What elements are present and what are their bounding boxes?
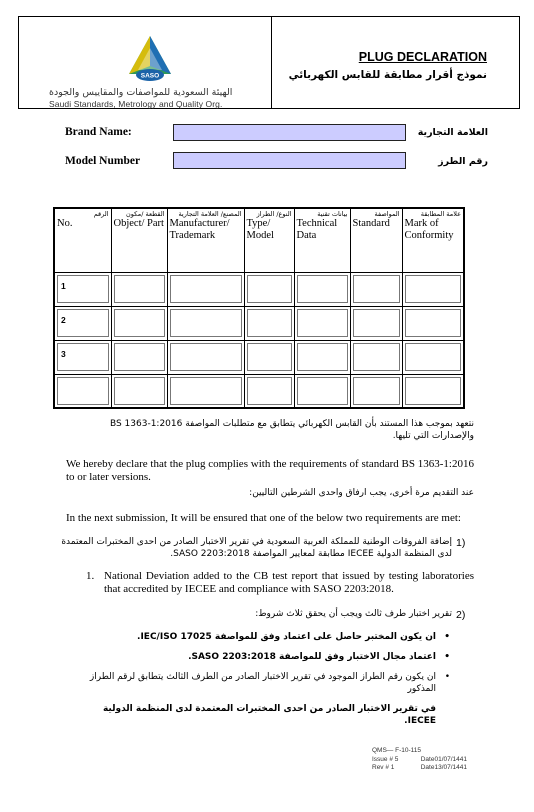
requirement-1-english: National Deviation added to the CB test report that issued by testing laboratories that accredited by IECEE and compliance with SASO 2203:2018. <box>104 570 474 595</box>
logo-text: SASO <box>140 72 160 80</box>
table-row <box>54 340 464 374</box>
header-technical-data: بيانات تقنية Technical Data <box>294 208 350 272</box>
cell-type[interactable] <box>244 272 294 306</box>
table-row <box>54 306 464 340</box>
model-number-label-arabic: رقم الطرز <box>438 156 488 167</box>
cell-object[interactable] <box>111 272 167 306</box>
cell-mark[interactable] <box>402 306 464 340</box>
header-box <box>18 16 520 109</box>
requirement-1-number: 1) <box>456 537 466 549</box>
brand-name-label-arabic: العلامة التجارية <box>417 127 488 138</box>
cell-type[interactable] <box>244 374 294 408</box>
page-title: PLUG DECLARATION <box>358 50 487 64</box>
issue-line <box>372 756 467 765</box>
cell-no <box>54 374 111 408</box>
org-name-english: Saudi Standards, Metrology and Quality Org. <box>49 99 223 109</box>
cell-no: 3 <box>54 340 111 374</box>
saso-logo-icon <box>127 34 173 84</box>
requirement-1-english-number: 1. <box>86 570 95 582</box>
cell-technical[interactable] <box>294 340 350 374</box>
brand-name-field[interactable] <box>173 124 406 141</box>
document-footer <box>372 747 492 773</box>
commitment-arabic <box>60 418 474 442</box>
header-no: الرقم No. <box>54 208 111 272</box>
org-name-arabic: الهيئة السعودية للمواصفات والمقاييس والجودة <box>49 87 233 98</box>
cell-mark[interactable] <box>402 340 464 374</box>
header-mark-of-conformity: علامة المطابقة Mark of Conformity <box>402 208 464 272</box>
cell-object[interactable] <box>111 374 167 408</box>
header-divider <box>271 17 272 108</box>
cell-technical[interactable] <box>294 306 350 340</box>
cell-standard[interactable] <box>350 306 402 340</box>
header-type-model: النوع/ الطراز Type/ Model <box>244 208 294 272</box>
cell-no: 1 <box>54 272 111 306</box>
cell-technical[interactable] <box>294 272 350 306</box>
header-standard: المواصفة Standard <box>350 208 402 272</box>
revision-line <box>372 764 467 773</box>
commitment-english: We hereby declare that the plug complies with the requirements of standard BS 1363-1:2016 to or later versions. <box>66 458 474 483</box>
cell-object[interactable] <box>111 340 167 374</box>
cell-standard[interactable] <box>350 340 402 374</box>
cell-technical[interactable] <box>294 374 350 408</box>
revision-date: Date13/07/1441 <box>420 764 467 771</box>
cell-type[interactable] <box>244 306 294 340</box>
header-object-part: القطعة /مكون Object/ Part <box>111 208 167 272</box>
table-row <box>54 374 464 408</box>
cell-mark[interactable] <box>402 272 464 306</box>
cell-type[interactable] <box>244 340 294 374</box>
table-header-row <box>54 208 464 272</box>
cell-object[interactable] <box>111 306 167 340</box>
requirement-1-arabic <box>60 536 452 560</box>
form-code: QMS— F-10-115 <box>372 747 422 754</box>
condition-bullet-3 <box>80 671 436 727</box>
requirement-2-arabic: تقرير اختبار طرف ثالث ويجب أن يحقق ثلاث شروط: <box>255 609 452 619</box>
revision-number: Rev # 1 <box>372 764 395 771</box>
condition-bullet-3-line2: في تقرير الاختبار الصادر من احدى المختبرات المعتمدة لدى المنظمة الدولية IECEE. <box>102 704 436 726</box>
cell-standard[interactable] <box>350 374 402 408</box>
condition-bullet-1: • ان يكون المختبر حاصل على اعتماد وفق للمواصفة IEC/ISO 17025. <box>80 631 436 643</box>
issue-date: Date01/07/1441 <box>420 755 467 763</box>
condition-bullet-3-line1: • ان يكون رقم الطراز الموجود في تقرير الاختبار الصادر من الطرف الثالث يتطابق لرقم الطراز المذكور <box>89 672 436 694</box>
cell-manufacturer[interactable] <box>167 340 244 374</box>
brand-name-label: Brand Name: <box>65 126 132 138</box>
cell-standard[interactable] <box>350 272 402 306</box>
issue-number: Issue # 5 <box>372 755 399 763</box>
cell-no: 2 <box>54 306 111 340</box>
requirement-1-arabic-line2: لدى المنظمة الدولية IECEE مطابقة لمعايير المواصفة SASO 2203:2018. <box>170 549 452 559</box>
condition-bullet-2: • اعتماد مجال الاختبار وفق للمواصفة SASO 2203:2018. <box>80 651 436 663</box>
model-number-field[interactable] <box>173 152 406 169</box>
next-submission-arabic: عند التقديم مرة أخرى، يجب ارفاق واحدى الشرطين التاليين: <box>249 488 474 498</box>
cell-manufacturer[interactable] <box>167 306 244 340</box>
page-title-arabic: نموذج أقرار مطابقة للقابس الكهربائي <box>288 69 487 81</box>
cell-manufacturer[interactable] <box>167 272 244 306</box>
commitment-arabic-line1: نتعهد بموجب هذا المستند بأن القابس الكهربائي يتطابق مع متطلبات المواصفة BS 1363-1:2016 <box>109 419 474 429</box>
header-manufacturer: المصنع/ العلامة التجارية Manufacturer/ Trademark <box>167 208 244 272</box>
next-submission-english: In the next submission, It will be ensured that one of the below two requirements are met: <box>66 512 461 524</box>
cell-manufacturer[interactable] <box>167 374 244 408</box>
table-row <box>54 272 464 306</box>
cell-mark[interactable] <box>402 374 464 408</box>
commitment-arabic-line2: والإصدارات التي تليها. <box>392 431 474 441</box>
requirement-1-arabic-line1: إضافة الفروقات الوطنية للمملكة العربية السعودية في تقرير الاختبار الصادر من احدى المختبرات المعتمدة <box>61 537 452 547</box>
components-table <box>53 207 465 409</box>
requirement-2-number: 2) <box>456 609 466 621</box>
model-number-label: Model Number <box>65 155 141 167</box>
